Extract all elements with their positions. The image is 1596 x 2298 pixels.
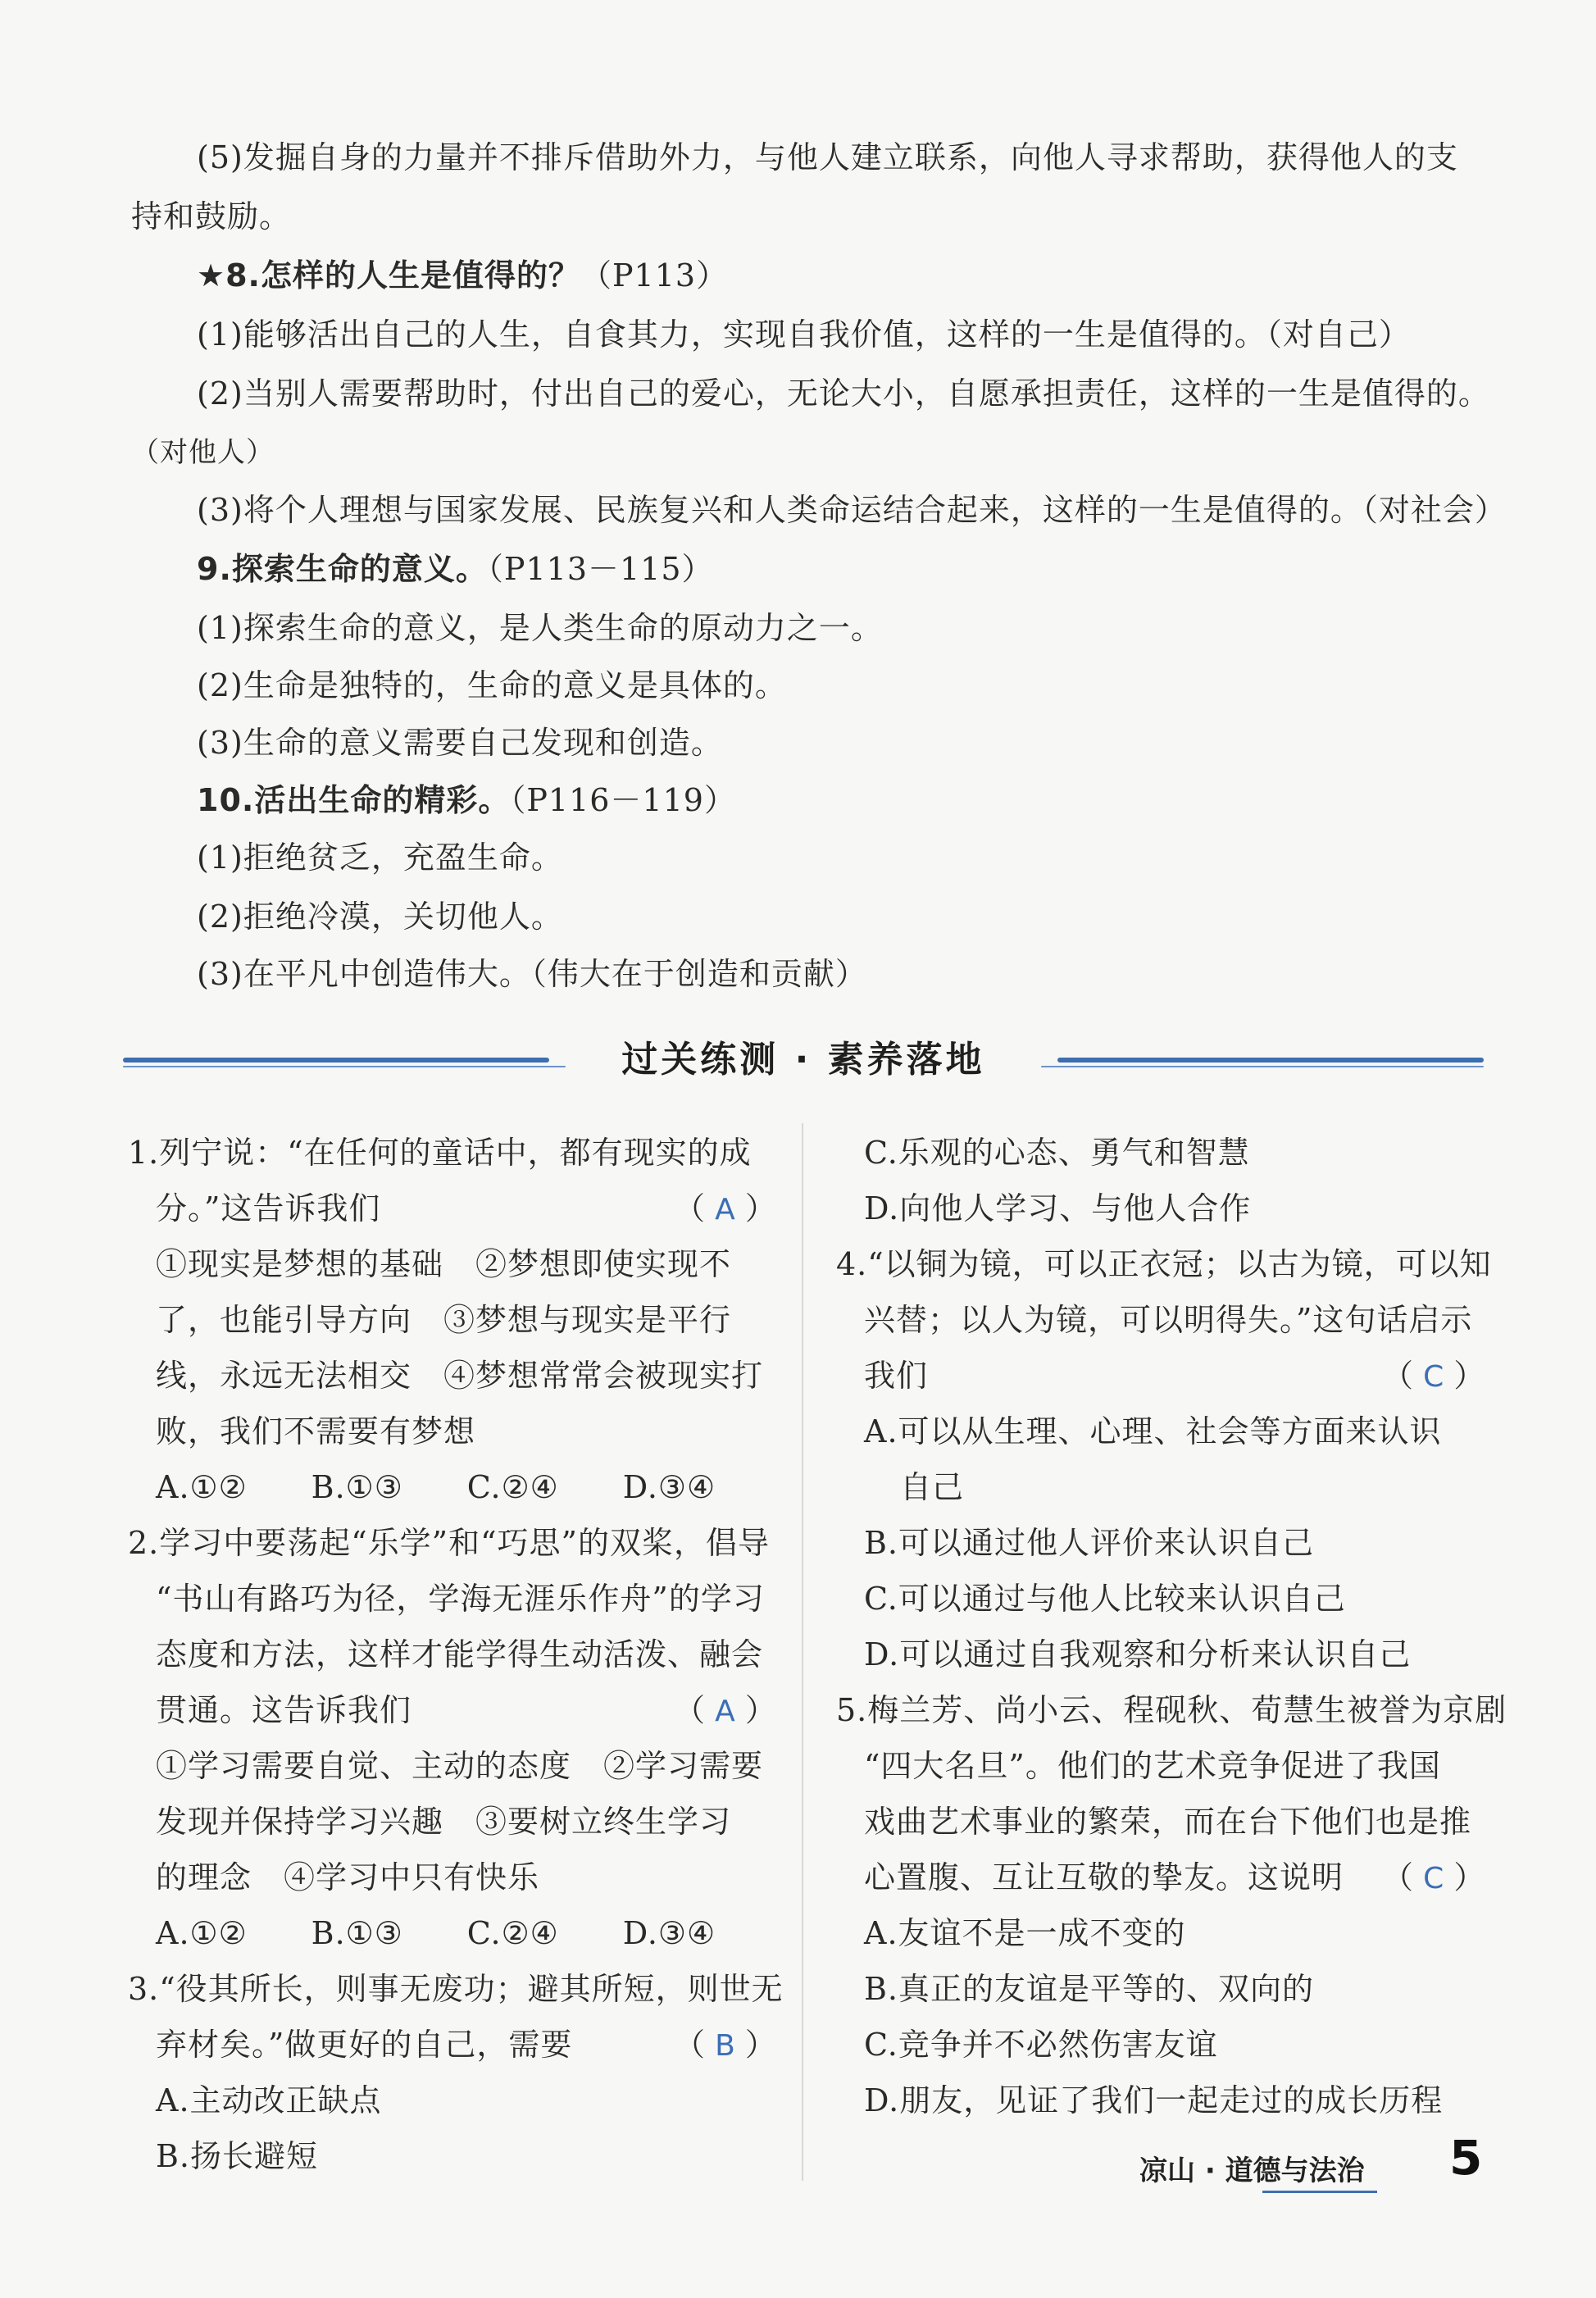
q1-choice-line: ①现实是梦想的基础 ②梦想即使实现不 — [156, 1246, 732, 1282]
q1-options: A.①② B.①③ C.②④ D.③④ — [156, 1469, 716, 1505]
text-line: (2)当别人需要帮助时，付出自己的爱心，无论大小，自愿承担责任，这样的一生是值得的。 — [197, 375, 1490, 412]
q1-choice-line: 了，也能引导方向 ③梦想与现实是平行 — [156, 1302, 732, 1338]
q2-options: A.①② B.①③ C.②④ D.③④ — [156, 1915, 716, 1951]
q2-choice-line: 的理念 ④学习中只有快乐 — [156, 1859, 540, 1895]
q5-stem: 心置腹、互让互敬的挚友。这说明 — [864, 1859, 1344, 1895]
q3-stem: 弃材矣。”做更好的自己，需要 — [156, 2027, 573, 2063]
q2-stem: 态度和方法，这样才能学得生动活泼、融会 — [156, 1636, 764, 1672]
q2-choice-line: 发现并保持学习兴趣 ③要树立终生学习 — [156, 1804, 732, 1840]
answer-bracket: （ A ） — [674, 1692, 776, 1728]
q4-option: C.可以通过与他人比较来认识自己 — [864, 1581, 1346, 1617]
q4-option: A.可以从生理、心理、社会等方面来认识 — [864, 1413, 1442, 1449]
question-title: 9.探索生命的意义。 — [197, 551, 488, 587]
q5-option: B.真正的友谊是平等的、双向的 — [864, 1971, 1315, 2007]
text-line: (3)将个人理想与国家发展、民族复兴和人类命运结合起来，这样的一生是值得的。（对社会） — [197, 492, 1507, 528]
answer-mark: C — [1423, 1360, 1444, 1394]
text-line: (2)拒绝冷漠，关切他人。 — [197, 899, 563, 935]
q4-stem: 我们 — [864, 1358, 929, 1394]
q3-stem: 3.“役其所长，则事无废功；避其所短，则世无 — [128, 1971, 784, 2007]
footer-label: 凉山 · 道德与法治 — [1139, 2155, 1365, 2187]
q4-option: D.可以通过自我观察和分析来认识自己 — [864, 1636, 1412, 1672]
answer-bracket: （ C ） — [1382, 1358, 1485, 1394]
q3-option: A.主动改正缺点 — [156, 2082, 382, 2118]
text-line: (3)在平凡中创造伟大。（伟大在于创造和贡献） — [197, 956, 867, 992]
q2-stem: “书山有路巧为径，学海无涯乐作舟”的学习 — [156, 1581, 765, 1617]
q4-option: B.可以通过他人评价来认识自己 — [864, 1525, 1315, 1561]
q2-stem: 贯通。这告诉我们 — [156, 1692, 412, 1728]
q1-stem: 1.列宁说：“在任何的童话中，都有现实的成 — [128, 1135, 752, 1171]
question-8-heading — [197, 256, 728, 295]
text-line: (2)生命是独特的，生命的意义是具体的。 — [197, 667, 787, 703]
q5-option: C.竞争并不必然伤害友谊 — [864, 2027, 1218, 2063]
page-ref: （P116－119） — [510, 782, 736, 818]
answer-mark: C — [1423, 1862, 1444, 1895]
text-line: (1)拒绝贫乏，充盈生命。 — [197, 840, 563, 876]
page-number: 5 — [1449, 2130, 1483, 2186]
text-line: (1)探索生命的意义，是人类生命的原动力之一。 — [197, 610, 883, 646]
question-title: 10.活出生命的精彩。 — [197, 782, 511, 818]
q2-choice-line: ①学习需要自觉、主动的态度 ②学习需要 — [156, 1748, 764, 1784]
q1-choice-line: 线，永远无法相交 ④梦想常常会被现实打 — [156, 1358, 764, 1394]
q5-option: D.朋友，见证了我们一起走过的成长历程 — [864, 2082, 1444, 2118]
text-line: 持和鼓励。 — [131, 198, 292, 234]
answer-bracket: （ C ） — [1382, 1859, 1485, 1895]
q3-option: D.向他人学习、与他人合作 — [864, 1190, 1252, 1226]
section-banner — [123, 1025, 1484, 1090]
q5-stem: 戏曲艺术事业的繁荣，而在台下他们也是推 — [864, 1804, 1472, 1840]
question-9-heading — [197, 549, 714, 589]
question-10-heading — [197, 780, 736, 820]
text-line: (5)发掘自身的力量并不排斥借助外力，与他人建立联系，向他人寻求帮助，获得他人的支 — [197, 139, 1458, 175]
page-ref: （P113） — [580, 257, 729, 294]
answer-mark: A — [715, 1193, 735, 1226]
star-icon: ★ — [197, 257, 226, 294]
q1-choice-line: 败，我们不需要有梦想 — [156, 1413, 476, 1449]
footer-rule — [1262, 2191, 1377, 2193]
q4-stem: 兴替；以人为镜，可以明得失。”这句话启示 — [864, 1302, 1473, 1338]
answer-mark: A — [715, 1695, 735, 1728]
banner-title: 过关练测 · 素养落地 — [123, 1030, 1484, 1082]
text-line: (3)生命的意义需要自己发现和创造。 — [197, 725, 723, 761]
q5-stem: “四大名旦”。他们的艺术竞争促进了我国 — [864, 1748, 1441, 1784]
page-ref: （P113－115） — [487, 551, 714, 587]
q3-option: C.乐观的心态、勇气和智慧 — [864, 1135, 1250, 1171]
q1-stem: 分。”这告诉我们 — [156, 1190, 381, 1226]
question-title: 8.怎样的人生是值得的？ — [225, 257, 580, 294]
answer-bracket: （ B ） — [674, 2027, 776, 2063]
q5-stem: 5.梅兰芳、尚小云、程砚秋、荀慧生被誉为京剧 — [836, 1692, 1507, 1728]
answer-bracket: （ A ） — [674, 1190, 776, 1226]
text-line: （对他人） — [131, 436, 275, 469]
q5-option: A.友谊不是一成不变的 — [864, 1915, 1186, 1951]
column-divider — [802, 1123, 803, 2181]
q2-stem: 2.学习中要荡起“乐学”和“巧思”的双桨，倡导 — [128, 1525, 770, 1561]
text-line: (1)能够活出自己的人生，自食其力，实现自我价值，这样的一生是值得的。（对自己） — [197, 316, 1411, 353]
q3-option: B.扬长避短 — [156, 2138, 319, 2174]
q4-stem: 4.“以铜为镜，可以正衣冠；以古为镜，可以知 — [836, 1246, 1492, 1282]
q4-option: 自己 — [900, 1469, 965, 1505]
answer-mark: B — [715, 2029, 735, 2063]
